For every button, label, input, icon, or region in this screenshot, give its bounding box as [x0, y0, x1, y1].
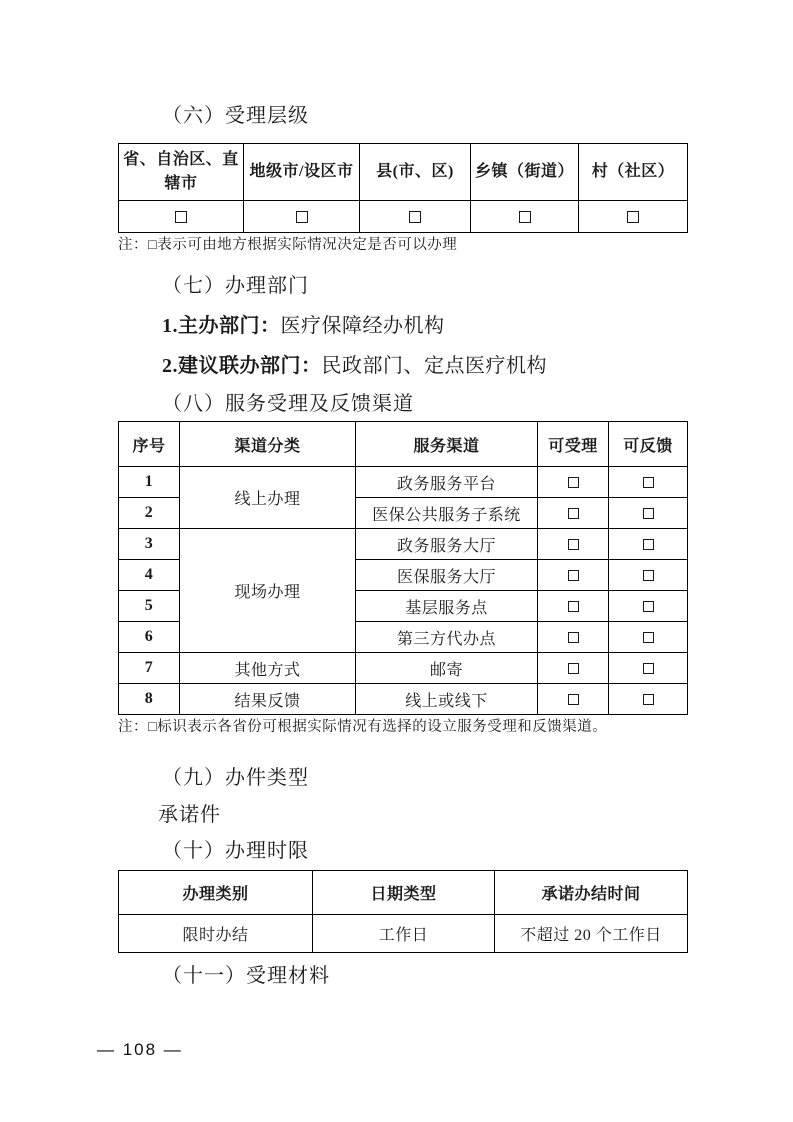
table-row	[119, 653, 688, 684]
column-header-category: 渠道分类	[180, 422, 356, 467]
checkbox-icon	[568, 539, 579, 550]
checkbox-icon	[568, 694, 579, 705]
section-heading-departments: （七）办理部门	[162, 275, 309, 297]
channel-cell: 线上或线下	[356, 684, 538, 715]
main-department-label: 1.主办部门：	[162, 315, 281, 337]
checkbox-icon	[643, 632, 654, 643]
checkbox-cell	[538, 684, 609, 715]
row-number: 7	[119, 653, 180, 684]
checkbox-cell	[609, 498, 688, 529]
table-row	[119, 684, 688, 715]
row-number: 4	[119, 560, 180, 591]
column-header-town: 乡镇（街道）	[471, 144, 579, 201]
checkbox-cell	[538, 653, 609, 684]
channel-cell: 医保服务大厅	[356, 560, 538, 591]
checkbox-icon	[643, 694, 654, 705]
checkbox-icon	[296, 211, 308, 223]
column-header-acceptable: 可受理	[538, 422, 609, 467]
section-heading-channels: （八）服务受理及反馈渠道	[162, 393, 414, 415]
checkbox-icon	[568, 570, 579, 581]
checkbox-icon	[568, 601, 579, 612]
table-header-row	[119, 144, 688, 201]
row-number: 6	[119, 622, 180, 653]
column-header-county: 县(市、区)	[360, 144, 471, 201]
category-cell-onsite: 现场办理	[180, 529, 356, 653]
row-number: 3	[119, 529, 180, 560]
checkbox-cell	[471, 201, 579, 233]
date-type-cell: 工作日	[313, 915, 495, 953]
checkbox-icon	[175, 211, 187, 223]
checkbox-cell	[538, 560, 609, 591]
table-header-row	[119, 422, 688, 467]
column-header-process-type: 办理类别	[119, 871, 313, 915]
checkbox-icon	[643, 570, 654, 581]
table-row	[119, 529, 688, 560]
promised-time-cell: 不超过 20 个工作日	[495, 915, 688, 953]
checkbox-icon	[643, 477, 654, 488]
checkbox-cell	[538, 622, 609, 653]
checkbox-cell	[579, 201, 688, 233]
item-type-value: 承诺件	[158, 804, 221, 826]
table-header-row	[119, 871, 688, 915]
checkbox-icon	[627, 211, 639, 223]
checkbox-cell	[119, 201, 244, 233]
checkbox-cell	[538, 591, 609, 622]
checkbox-cell	[538, 498, 609, 529]
column-header-date-type: 日期类型	[313, 871, 495, 915]
acceptance-level-table	[118, 143, 688, 233]
page-content	[118, 0, 687, 991]
main-department-value: 医疗保障经办机构	[280, 315, 445, 337]
joint-department-label: 2.建议联办部门：	[162, 355, 322, 377]
checkbox-cell	[538, 467, 609, 498]
section-heading-materials: （十一）受理材料	[162, 965, 330, 987]
checkbox-icon	[568, 663, 579, 674]
channel-cell: 邮寄	[356, 653, 538, 684]
column-header-no: 序号	[119, 422, 180, 467]
footer-page-number: — 108 —	[97, 1040, 183, 1059]
row-number: 1	[119, 467, 180, 498]
section-heading-time-limit: （十）办理时限	[162, 840, 309, 862]
checkbox-icon	[643, 663, 654, 674]
section-heading-item-type: （九）办件类型	[162, 767, 309, 789]
checkbox-cell	[360, 201, 471, 233]
joint-department-line	[118, 351, 687, 381]
channel-cell: 政务服务大厅	[356, 529, 538, 560]
checkbox-icon	[568, 632, 579, 643]
row-number: 8	[119, 684, 180, 715]
row-number: 5	[119, 591, 180, 622]
checkbox-icon	[409, 211, 421, 223]
joint-department-value: 民政部门、定点医疗机构	[321, 355, 547, 377]
category-cell-online: 线上办理	[180, 467, 356, 529]
checkbox-cell	[609, 591, 688, 622]
channel-cell: 医保公共服务子系统	[356, 498, 538, 529]
channel-cell: 政务服务平台	[356, 467, 538, 498]
checkbox-cell	[609, 653, 688, 684]
row-number: 2	[119, 498, 180, 529]
checkbox-icon	[643, 508, 654, 519]
process-type-cell: 限时办结	[119, 915, 313, 953]
checkbox-icon	[643, 601, 654, 612]
table-row	[119, 915, 688, 953]
column-header-channel: 服务渠道	[356, 422, 538, 467]
checkbox-icon	[643, 539, 654, 550]
table-row	[119, 467, 688, 498]
checkbox-cell	[609, 467, 688, 498]
channel-cell: 第三方代办点	[356, 622, 538, 653]
checkbox-cell	[609, 622, 688, 653]
checkbox-cell	[244, 201, 360, 233]
column-header-province: 省、自治区、直辖市	[119, 144, 244, 201]
channel-table-note: 注：□标识表示各省份可根据实际情况有选择的设立服务受理和反馈渠道。	[118, 719, 608, 735]
checkbox-cell	[538, 529, 609, 560]
service-channel-table	[118, 421, 688, 715]
column-header-feedback: 可反馈	[609, 422, 688, 467]
checkbox-icon	[568, 477, 579, 488]
column-header-village: 村（社区）	[579, 144, 688, 201]
checkbox-cell	[609, 684, 688, 715]
checkbox-cell	[609, 560, 688, 591]
category-cell-result: 结果反馈	[180, 684, 356, 715]
checkbox-cell	[609, 529, 688, 560]
accept-level-note: 注：□表示可由地方根据实际情况决定是否可以办理	[118, 237, 458, 253]
column-header-city: 地级市/设区市	[244, 144, 360, 201]
category-cell-other: 其他方式	[180, 653, 356, 684]
section-heading-accept-level: （六）受理层级	[162, 105, 309, 127]
time-limit-table	[118, 870, 688, 953]
channel-cell: 基层服务点	[356, 591, 538, 622]
column-header-promised-time: 承诺办结时间	[495, 871, 688, 915]
main-department-line	[118, 311, 687, 341]
checkbox-icon	[568, 508, 579, 519]
checkbox-icon	[519, 211, 531, 223]
table-row	[119, 201, 688, 233]
